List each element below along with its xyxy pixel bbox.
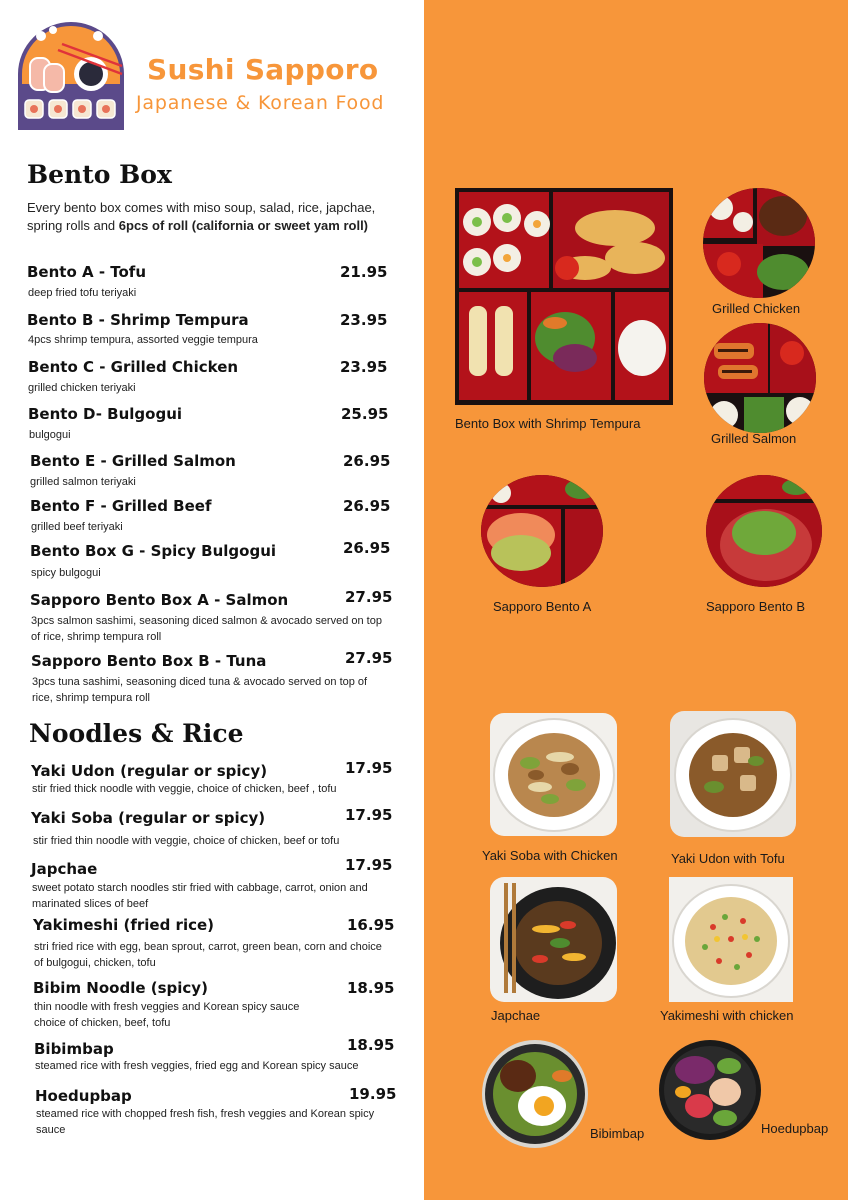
menu-item-desc: sweet potato starch noodles stir fried with cabbage, carrot, onion and marinated slices of beef (32, 882, 368, 910)
bento-intro (27, 199, 397, 235)
menu-item-desc: steamed rice with fresh veggies, fried egg and Korean spicy sauce (35, 1060, 359, 1072)
menu-item-desc: steamed rice with chopped fresh fish, fresh veggies and Korean spicy sauce (36, 1108, 375, 1136)
menu-item-name: Bento Box G - Spicy Bulgogui (30, 542, 277, 560)
grilled-salmon-photo (704, 323, 816, 433)
menu-item-desc: grilled chicken teriyaki (28, 382, 136, 394)
menu-item-desc: stri fried rice with egg, bean sprout, carrot, green bean, corn and choice of bulgogui, chicken, tofu (34, 941, 382, 969)
menu-item-desc: stir fried thin noodle with veggie, choice of chicken, beef or tofu (33, 835, 340, 847)
menu-item-name: Japchae (31, 860, 98, 878)
menu-item-desc: deep fried tofu teriyaki (28, 287, 137, 299)
grilled-chicken-photo (703, 188, 815, 298)
menu-item-desc: bulgogui (29, 429, 71, 441)
menu-item-desc: grilled beef teriyaki (31, 521, 123, 533)
menu-item-name: Bento D- Bulgogui (28, 405, 183, 423)
restaurant-name: Sushi Sapporo (147, 53, 379, 86)
menu-item-price: 21.95 (340, 263, 388, 281)
bibimbap-photo (482, 1040, 588, 1148)
restaurant-logo (18, 22, 124, 130)
menu-item-price: 27.95 (345, 588, 393, 606)
grilled-salmon-caption: Grilled Salmon (711, 431, 797, 446)
menu-item-name: Bento B - Shrimp Tempura (27, 311, 249, 329)
menu-item-desc: thin noodle with fresh veggies and Korean spicy sauce choice of chicken, beef, tofu (34, 1001, 300, 1029)
menu-item-name: Yaki Udon (regular or spicy) (31, 762, 268, 780)
menu-item-price: 16.95 (347, 916, 395, 934)
menu-item-price: 17.95 (345, 856, 393, 874)
menu-item-name: Sapporo Bento Box B - Tuna (31, 652, 267, 670)
menu-item-name: Bento C - Grilled Chicken (28, 358, 239, 376)
bento-intro-text: Every bento box comes with miso soup, salad, rice, japchae, spring rolls and (27, 200, 376, 233)
menu-item-name: Bento A - Tofu (27, 263, 147, 281)
menu-item-price: 17.95 (345, 759, 393, 777)
menu-item-price: 27.95 (345, 649, 393, 667)
hoedupbap-caption: Hoedupbap (761, 1121, 829, 1136)
menu-item-desc: spicy bulgogui (31, 567, 101, 579)
menu-item-price: 19.95 (349, 1085, 397, 1103)
japchae-caption: Japchae (491, 1008, 541, 1023)
grilled-chicken-caption: Grilled Chicken (712, 301, 801, 316)
menu-item-price: 18.95 (347, 1036, 395, 1054)
yaki-udon-caption: Yaki Udon with Tofu (671, 851, 785, 866)
restaurant-tagline: Japanese & Korean Food (136, 92, 385, 114)
yakimeshi-caption: Yakimeshi with chicken (660, 1008, 794, 1023)
menu-item-price: 25.95 (341, 405, 389, 423)
sapporo-bento-b-photo (706, 475, 822, 587)
menu-item-name: Bento E - Grilled Salmon (30, 452, 236, 470)
menu-item-name: Sapporo Bento Box A - Salmon (30, 591, 289, 609)
sapporo-bento-a-caption: Sapporo Bento A (493, 599, 592, 614)
yaki-udon-photo (670, 711, 796, 837)
menu-item-desc: stir fried thick noodle with veggie, choice of chicken, beef , tofu (32, 783, 337, 795)
menu-item-price: 26.95 (343, 497, 391, 515)
menu-item-desc: grilled salmon teriyaki (30, 476, 136, 488)
menu-item-name: Yaki Soba (regular or spicy) (31, 809, 266, 827)
menu-item-price: 23.95 (340, 358, 388, 376)
menu-item-desc: 4pcs shrimp tempura, assorted veggie tempura (28, 334, 258, 346)
menu-item-price: 18.95 (347, 979, 395, 997)
hoedupbap-photo (659, 1040, 761, 1140)
menu-item-name: Bibim Noodle (spicy) (33, 979, 208, 997)
bibimbap-caption: Bibimbap (590, 1126, 645, 1141)
menu-item-price: 23.95 (340, 311, 388, 329)
menu-item-price: 26.95 (343, 452, 391, 470)
menu-item-price: 26.95 (343, 539, 391, 557)
menu-item-name: Bento F - Grilled Beef (30, 497, 212, 515)
menu-item-desc: 3pcs salmon sashimi, seasoning diced salmon & avocado served on top of rice, shrimp tempura roll (31, 615, 382, 643)
bento-intro-bold: 6pcs of roll (california or sweet yam roll) (118, 218, 369, 233)
yakimeshi-photo (669, 877, 793, 1002)
noodles-section-title: Noodles & Rice (29, 719, 244, 748)
menu-item-name: Yakimeshi (fried rice) (33, 916, 215, 934)
shrimp-bento-caption: Bento Box with Shrimp Tempura (455, 416, 641, 431)
japchae-photo (490, 877, 617, 1002)
menu-item-desc: 3pcs tuna sashimi, seasoning diced tuna & avocado served on top of rice, shrimp tempura roll (32, 676, 368, 704)
sapporo-bento-b-caption: Sapporo Bento B (706, 599, 806, 614)
sapporo-bento-a-photo (481, 475, 603, 587)
menu-item-name: Hoedupbap (35, 1087, 132, 1105)
yaki-soba-caption: Yaki Soba with Chicken (482, 848, 618, 863)
menu-item-name: Bibimbap (34, 1040, 114, 1058)
shrimp-bento-photo (455, 188, 673, 405)
menu-item-price: 17.95 (345, 806, 393, 824)
bento-section-title: Bento Box (27, 160, 172, 189)
yaki-soba-photo (490, 713, 617, 836)
